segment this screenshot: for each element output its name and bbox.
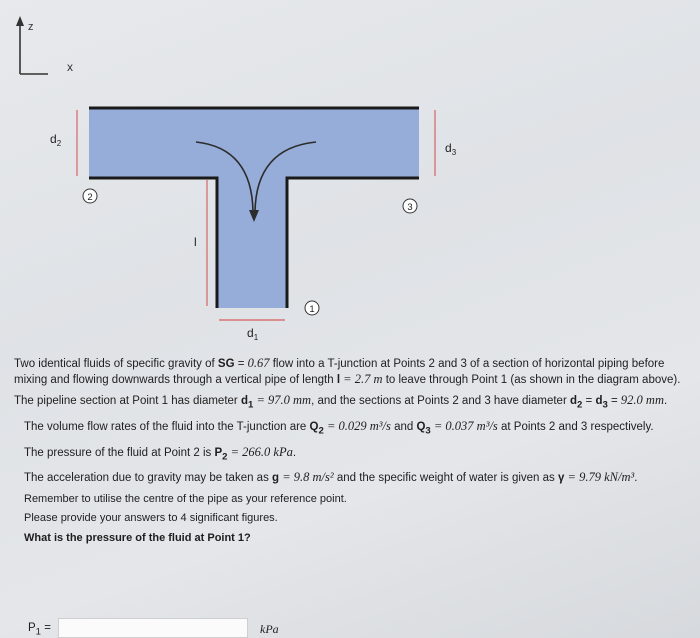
point-2-marker — [83, 189, 97, 203]
text: = — [607, 395, 621, 407]
problem-constants — [14, 470, 686, 486]
gamma-value: = 9.79 kN/m³ — [564, 470, 635, 485]
text: at Points 2 and 3 respectively. — [497, 420, 654, 433]
q2-subscript: 2 — [318, 425, 324, 437]
q3-value: = 0.037 m³/s — [430, 418, 498, 433]
text: The volume flow rates of the fluid into the T-junction are — [24, 420, 310, 433]
axis-x-label: x — [67, 60, 73, 74]
sg-symbol: SG — [217, 358, 235, 370]
d1-subscript: 1 — [247, 399, 254, 411]
text: Two identical fluids of specific gravity of — [14, 358, 218, 370]
answer-unit: kPa — [260, 622, 279, 636]
text: . — [663, 395, 668, 407]
q3-subscript: 3 — [425, 425, 431, 437]
text: = — [234, 358, 248, 370]
point-3-marker — [403, 199, 417, 213]
d3-label: $d_3$ — [445, 141, 457, 157]
text: . — [634, 472, 638, 485]
reference-note: Remember to utilise the centre of the pipe as your reference point. — [24, 492, 347, 505]
q3-symbol: Q — [416, 420, 426, 433]
problem-intro — [14, 356, 686, 387]
point-2-number: 2 — [87, 192, 93, 203]
text: The pipeline section at Point 1 has diameter — [14, 395, 241, 407]
answer-row — [28, 618, 428, 638]
g-symbol: g — [272, 472, 280, 485]
question-text: What is the pressure of the fluid at Point 1? — [24, 531, 251, 544]
point-3-number: 3 — [407, 202, 413, 213]
problem-text — [14, 356, 686, 550]
p1-answer-input[interactable] — [58, 618, 248, 638]
axis-z-label: z — [28, 21, 34, 33]
length-symbol: l — [336, 373, 341, 386]
text: . — [292, 446, 297, 459]
d2-subscript: 2 — [577, 399, 583, 411]
axis-indicator — [16, 16, 73, 74]
answer-label — [28, 622, 51, 637]
text: The acceleration due to gravity may be taken as — [24, 472, 273, 485]
q2-symbol: Q — [309, 420, 319, 433]
g-value: = 9.8 m/s² — [279, 470, 334, 485]
problem-diameters — [14, 393, 686, 413]
d3-subscript: 3 — [602, 399, 608, 411]
q2-value: = 0.029 m³/s — [323, 418, 391, 433]
d2-label: $d_2$ — [50, 132, 62, 148]
point-1-number: 1 — [309, 304, 315, 315]
problem-flowrates — [14, 419, 686, 439]
text: , and the sections at Points 2 and 3 have diameter — [311, 395, 570, 407]
text: and — [390, 420, 417, 433]
point-1-marker — [305, 301, 319, 315]
text: flow into a T-junction at Points 2 and 3 of a section of horizontal piping before mixing and flowing downwards through a vertical pipe of length — [14, 358, 665, 386]
length-value: = 2.7 — [340, 371, 374, 386]
d1-label: $d_1$ — [247, 326, 259, 342]
equals-sign: = — [41, 622, 51, 634]
sig-fig-note: Please provide your answers to 4 significant figures. — [24, 512, 278, 525]
d23-value: 92.0 mm — [620, 393, 664, 407]
d1-symbol: d — [240, 395, 248, 407]
text: and the specific weight of water is given as — [333, 472, 558, 485]
gamma-symbol: γ — [558, 472, 565, 485]
sg-value: 0.67 — [247, 356, 270, 370]
d3-symbol: d — [595, 395, 603, 407]
text: The pressure of the fluid at Point 2 is — [24, 446, 215, 459]
d2-symbol: d — [569, 395, 578, 407]
text: to leave through Point 1 (as shown in the diagram above). — [382, 373, 681, 386]
length-label: l — [194, 235, 197, 249]
pipe-body — [89, 108, 419, 308]
p1-symbol: P — [28, 622, 36, 634]
p2-subscript: 2 — [222, 450, 228, 462]
p2-value: = 266.0 kPa — [227, 444, 293, 459]
p2-symbol: P — [214, 446, 223, 459]
problem-pressure — [14, 445, 686, 465]
length-unit: m — [373, 371, 383, 386]
p1-subscript: 1 — [35, 626, 41, 638]
d1-value: = 97.0 mm — [253, 393, 312, 407]
text: = — [582, 395, 596, 407]
